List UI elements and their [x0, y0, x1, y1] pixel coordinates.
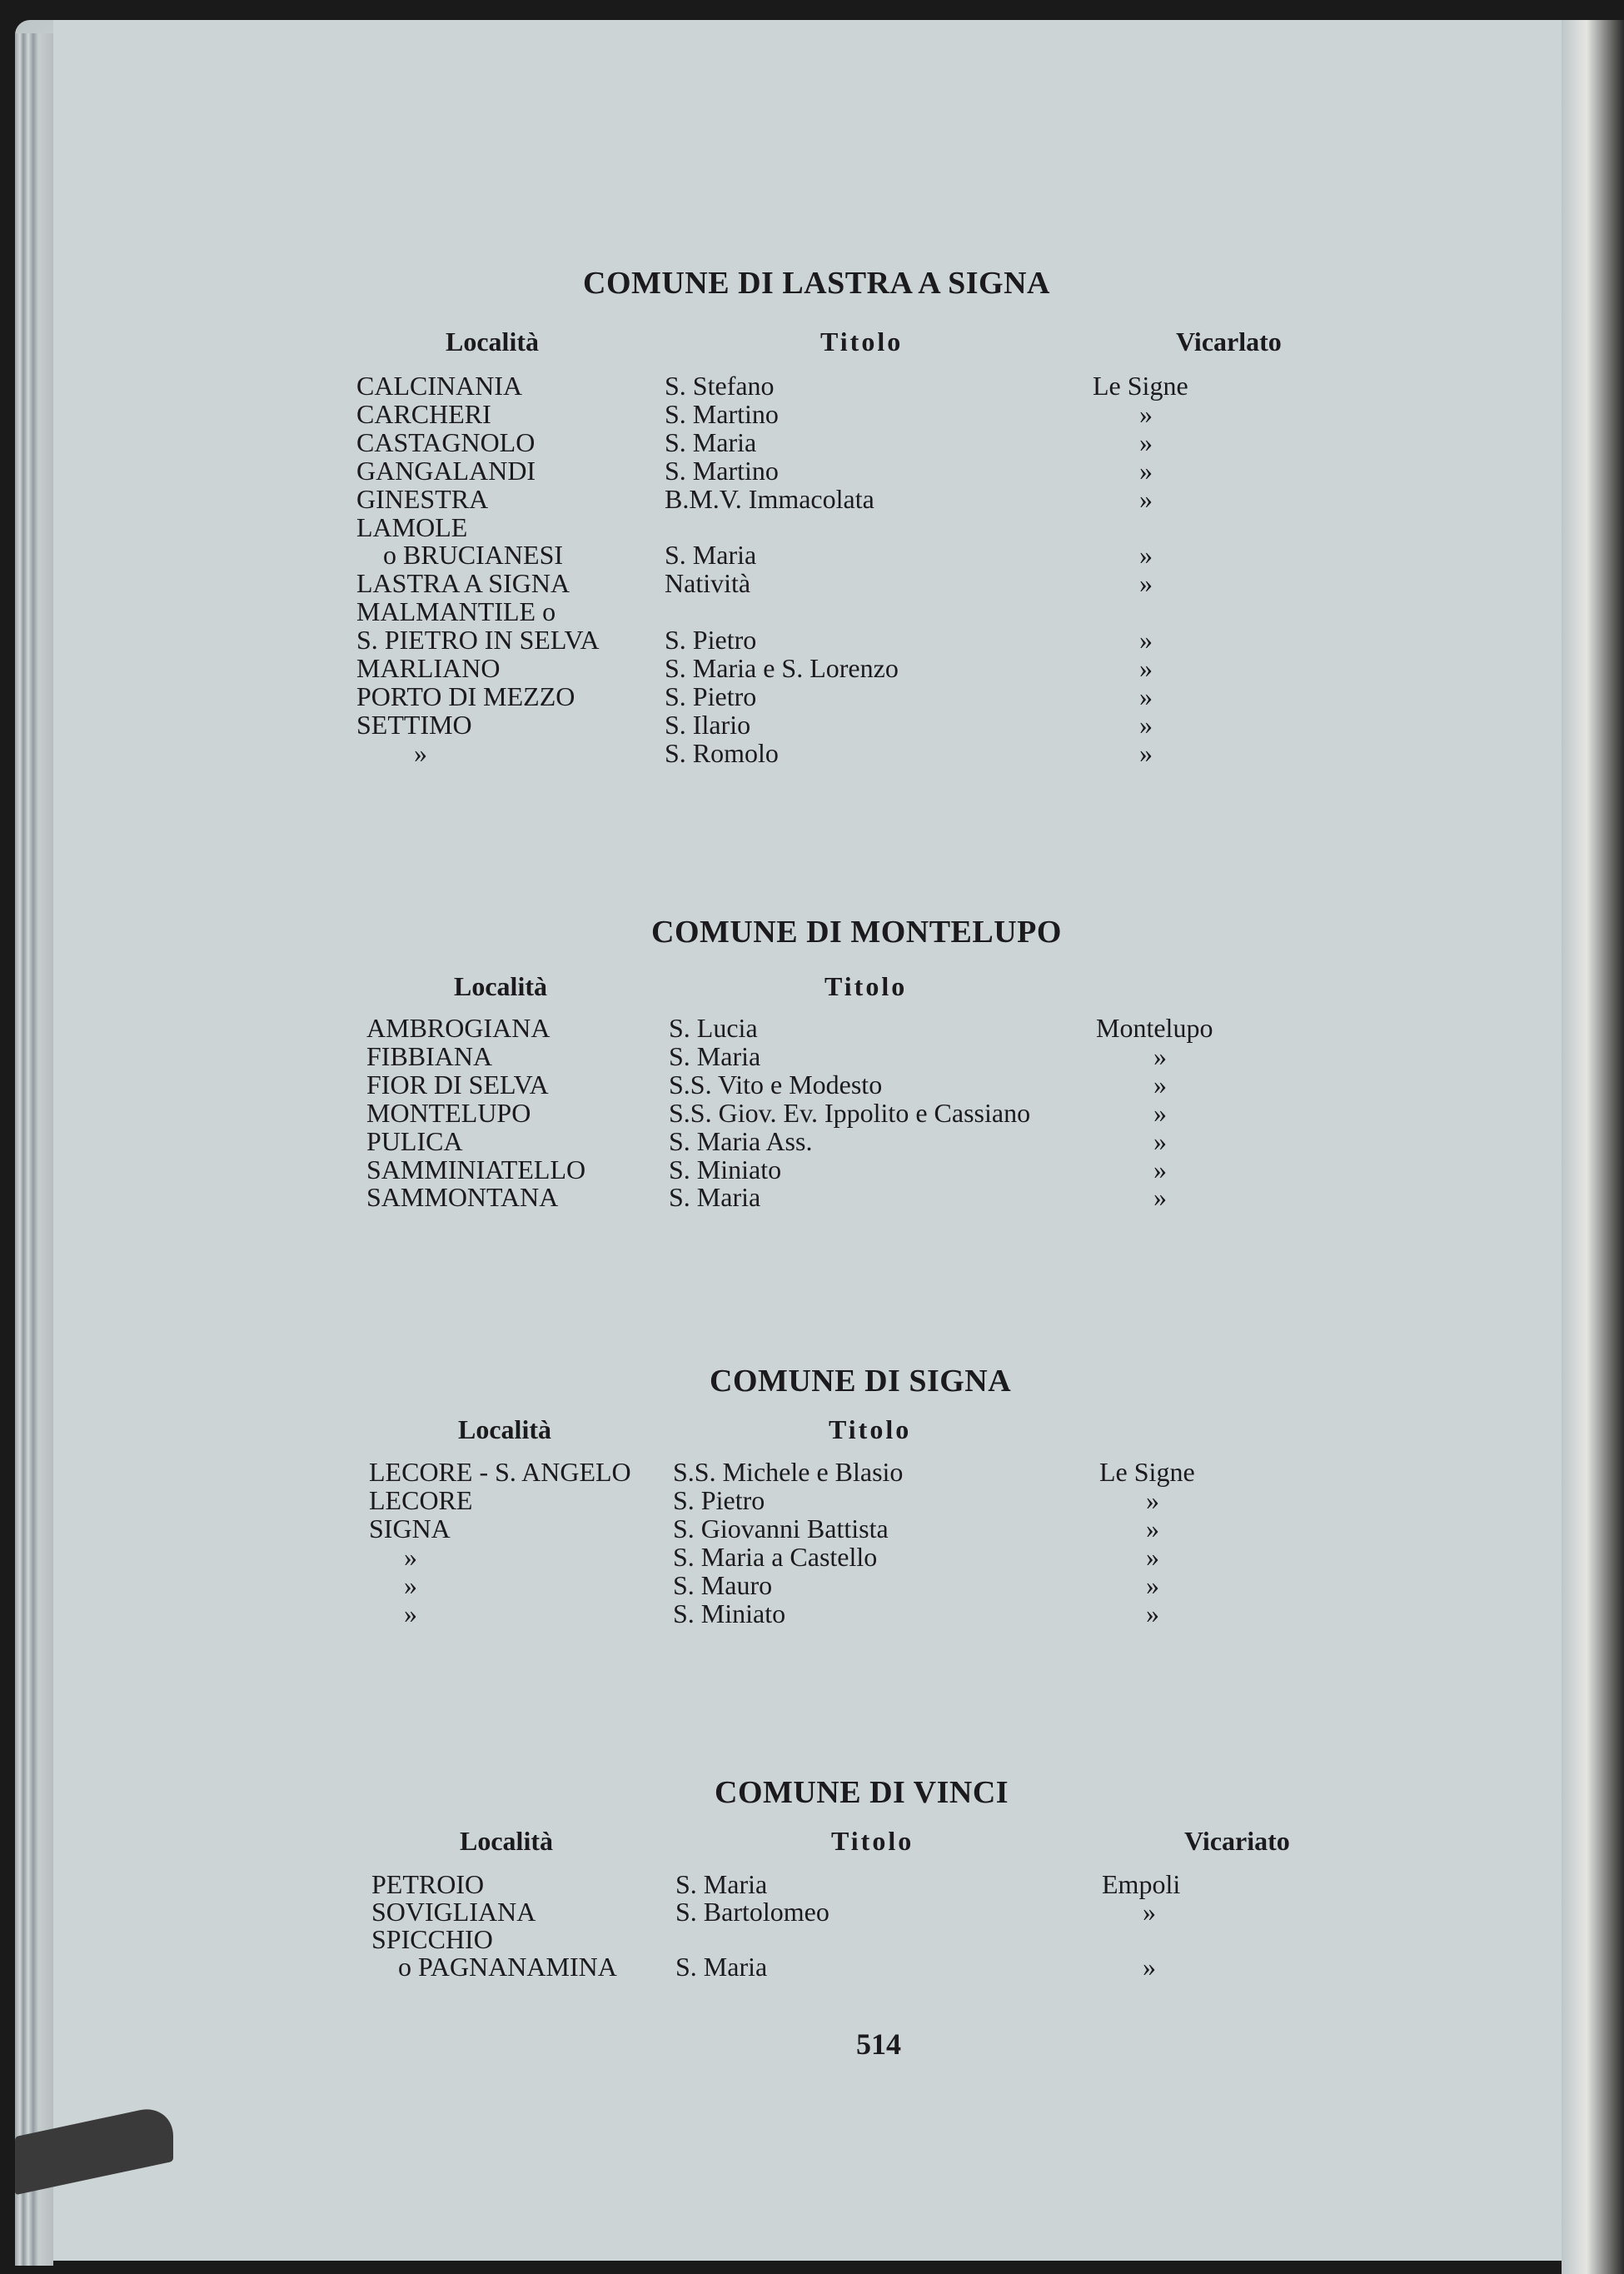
- table-row: [0, 456, 1624, 485]
- cell-localita: SAMMONTANA: [366, 1182, 559, 1213]
- cell-vicariato: »: [1139, 681, 1153, 711]
- cell-vicariato: Le Signe: [1099, 1457, 1195, 1487]
- cell-titolo: S. Maria e S. Lorenzo: [665, 653, 899, 683]
- cell-localita: FIBBIANA: [366, 1040, 493, 1071]
- column-header-vicariato: Vicarlato: [1176, 327, 1282, 357]
- table-row: [0, 597, 1624, 626]
- column-header-localita: Località: [446, 327, 539, 357]
- cell-titolo: S. Ilario: [665, 709, 751, 740]
- cell-vicariato: »: [1139, 737, 1153, 768]
- cell-titolo: S. Martino: [665, 455, 779, 486]
- cell-titolo: S. Maria a Castello: [673, 1541, 878, 1572]
- cell-titolo: S. Miniato: [673, 1598, 786, 1628]
- cell-localita: »: [414, 737, 427, 768]
- cell-vicariato: »: [1146, 1598, 1159, 1628]
- table-row: [0, 1571, 1624, 1599]
- table-row: [0, 1099, 1624, 1127]
- cell-localita: o BRUCIANESI: [383, 540, 564, 571]
- cell-titolo: S.S. Michele e Blasio: [673, 1457, 904, 1487]
- cell-localita: SETTIMO: [356, 709, 472, 740]
- cell-titolo: S. Maria: [675, 1952, 768, 1982]
- section-title: COMUNE DI SIGNA: [710, 1364, 1012, 1399]
- table-row: [0, 1070, 1624, 1099]
- cell-localita: PULICA: [366, 1125, 463, 1156]
- cell-localita: »: [404, 1598, 417, 1628]
- cell-titolo: S. Maria: [665, 426, 757, 457]
- cell-titolo: S. Miniato: [669, 1154, 782, 1184]
- cell-vicariato: »: [1139, 398, 1153, 429]
- cell-localita: »: [404, 1541, 417, 1572]
- table-row: [0, 1897, 1624, 1926]
- cell-titolo: S. Lucia: [669, 1013, 758, 1043]
- section-title: COMUNE DI LASTRA A SIGNA: [583, 266, 1050, 301]
- table-row: [0, 739, 1624, 767]
- cell-localita: LECORE: [369, 1484, 473, 1515]
- cell-vicariato: »: [1153, 1125, 1167, 1156]
- cell-localita: SOVIGLIANA: [371, 1897, 536, 1927]
- cell-vicariato: »: [1153, 1040, 1167, 1071]
- table-row: [0, 541, 1624, 569]
- cell-titolo: S. Pietro: [665, 625, 757, 656]
- column-header-titolo: Titolo: [820, 327, 904, 357]
- cell-vicariato: »: [1146, 1513, 1159, 1543]
- cell-localita: FIOR DI SELVA: [366, 1069, 549, 1100]
- cell-titolo: S. Romolo: [665, 737, 779, 768]
- cell-localita: GINESTRA: [356, 483, 489, 514]
- column-header-titolo: Titolo: [824, 971, 908, 1001]
- cell-localita: SAMMINIATELLO: [366, 1154, 586, 1184]
- table-row: [0, 569, 1624, 597]
- table-row: [0, 654, 1624, 682]
- cell-vicariato: »: [1153, 1069, 1167, 1100]
- cell-localita: AMBROGIANA: [366, 1013, 550, 1043]
- cell-vicariato: »: [1143, 1897, 1156, 1927]
- table-row: [0, 513, 1624, 541]
- cell-localita: MARLIANO: [356, 653, 501, 683]
- cell-titolo: S.S. Vito e Modesto: [669, 1069, 883, 1100]
- cell-localita: CASTAGNOLO: [356, 426, 536, 457]
- column-header-localita: Località: [458, 1414, 551, 1444]
- cell-localita: CARCHERI: [356, 398, 491, 429]
- cell-vicariato: »: [1139, 709, 1153, 740]
- cell-vicariato: »: [1143, 1952, 1156, 1982]
- cell-titolo: B.M.V. Immacolata: [665, 483, 874, 514]
- table-row: [0, 428, 1624, 456]
- table-row: [0, 626, 1624, 654]
- cell-titolo: S. Maria Ass.: [669, 1125, 813, 1156]
- table-row: [0, 682, 1624, 711]
- table-row: [0, 1599, 1624, 1628]
- cell-vicariato: »: [1153, 1154, 1167, 1184]
- table-row: [0, 1183, 1624, 1211]
- cell-vicariato: »: [1139, 625, 1153, 656]
- column-header-titolo: Titolo: [829, 1414, 912, 1444]
- cell-vicariato: Le Signe: [1093, 371, 1188, 401]
- cell-vicariato: »: [1139, 540, 1153, 571]
- cell-titolo: S. Maria: [675, 1869, 768, 1899]
- table-row: [0, 1925, 1624, 1953]
- section-title: COMUNE DI VINCI: [715, 1775, 1009, 1810]
- column-header-localita: Località: [460, 1826, 553, 1856]
- cell-vicariato: »: [1139, 455, 1153, 486]
- cell-localita: CALCINANIA: [356, 371, 523, 401]
- column-header-vicariato: Vicariato: [1184, 1826, 1290, 1856]
- cell-vicariato: »: [1146, 1541, 1159, 1572]
- cell-titolo: Natività: [665, 568, 751, 599]
- cell-vicariato: »: [1139, 483, 1153, 514]
- table-row: [0, 485, 1624, 513]
- cell-titolo: S. Pietro: [673, 1484, 765, 1515]
- table-row: [0, 372, 1624, 400]
- table-row: [0, 1870, 1624, 1898]
- cell-titolo: S. Martino: [665, 398, 779, 429]
- table-row: [0, 711, 1624, 739]
- cell-titolo: S. Maria: [669, 1040, 761, 1071]
- cell-titolo: S. Mauro: [673, 1569, 773, 1600]
- cell-titolo: S. Bartolomeo: [675, 1897, 829, 1927]
- column-header-localita: Località: [454, 971, 547, 1001]
- cell-titolo: S. Pietro: [665, 681, 757, 711]
- table-row: [0, 1155, 1624, 1184]
- cell-titolo: S. Stefano: [665, 371, 775, 401]
- cell-localita: PETROIO: [371, 1869, 485, 1899]
- cell-localita: S. PIETRO IN SELVA: [356, 625, 600, 656]
- table-row: [0, 1127, 1624, 1155]
- table-row: [0, 1543, 1624, 1571]
- cell-localita: o PAGNANAMINA: [398, 1952, 617, 1982]
- table-row: [0, 1014, 1624, 1042]
- cell-titolo: S. Maria: [665, 540, 757, 571]
- table-row: [0, 1952, 1624, 1981]
- cell-titolo: S.S. Giov. Ev. Ippolito e Cassiano: [669, 1097, 1031, 1128]
- cell-localita: SIGNA: [369, 1513, 451, 1543]
- cell-vicariato: »: [1153, 1182, 1167, 1213]
- cell-localita: SPICCHIO: [371, 1924, 493, 1954]
- cell-vicariato: »: [1139, 653, 1153, 683]
- cell-vicariato: »: [1146, 1484, 1159, 1515]
- cell-localita: LASTRA A SIGNA: [356, 568, 570, 599]
- cell-vicariato: »: [1146, 1569, 1159, 1600]
- cell-titolo: S. Giovanni Battista: [673, 1513, 889, 1543]
- page-number: 514: [856, 2027, 901, 2061]
- table-row: [0, 1042, 1624, 1070]
- section-title: COMUNE DI MONTELUPO: [651, 915, 1062, 950]
- cell-vicariato: »: [1153, 1097, 1167, 1128]
- table-row: [0, 400, 1624, 428]
- cell-localita: GANGALANDI: [356, 455, 536, 486]
- table-row: [0, 1514, 1624, 1543]
- cell-vicariato: »: [1139, 426, 1153, 457]
- cell-localita: »: [404, 1569, 417, 1600]
- table-row: [0, 1458, 1624, 1486]
- column-header-titolo: Titolo: [831, 1826, 914, 1856]
- cell-vicariato: Montelupo: [1096, 1013, 1213, 1043]
- cell-localita: MONTELUPO: [366, 1097, 531, 1128]
- cell-localita: PORTO DI MEZZO: [356, 681, 575, 711]
- cell-localita: LECORE - S. ANGELO: [369, 1457, 631, 1487]
- table-row: [0, 1486, 1624, 1514]
- cell-titolo: S. Maria: [669, 1182, 761, 1213]
- cell-vicariato: Empoli: [1102, 1869, 1181, 1899]
- cell-localita: LAMOLE: [356, 511, 468, 542]
- cell-localita: MALMANTILE o: [356, 596, 556, 627]
- cell-vicariato: »: [1139, 568, 1153, 599]
